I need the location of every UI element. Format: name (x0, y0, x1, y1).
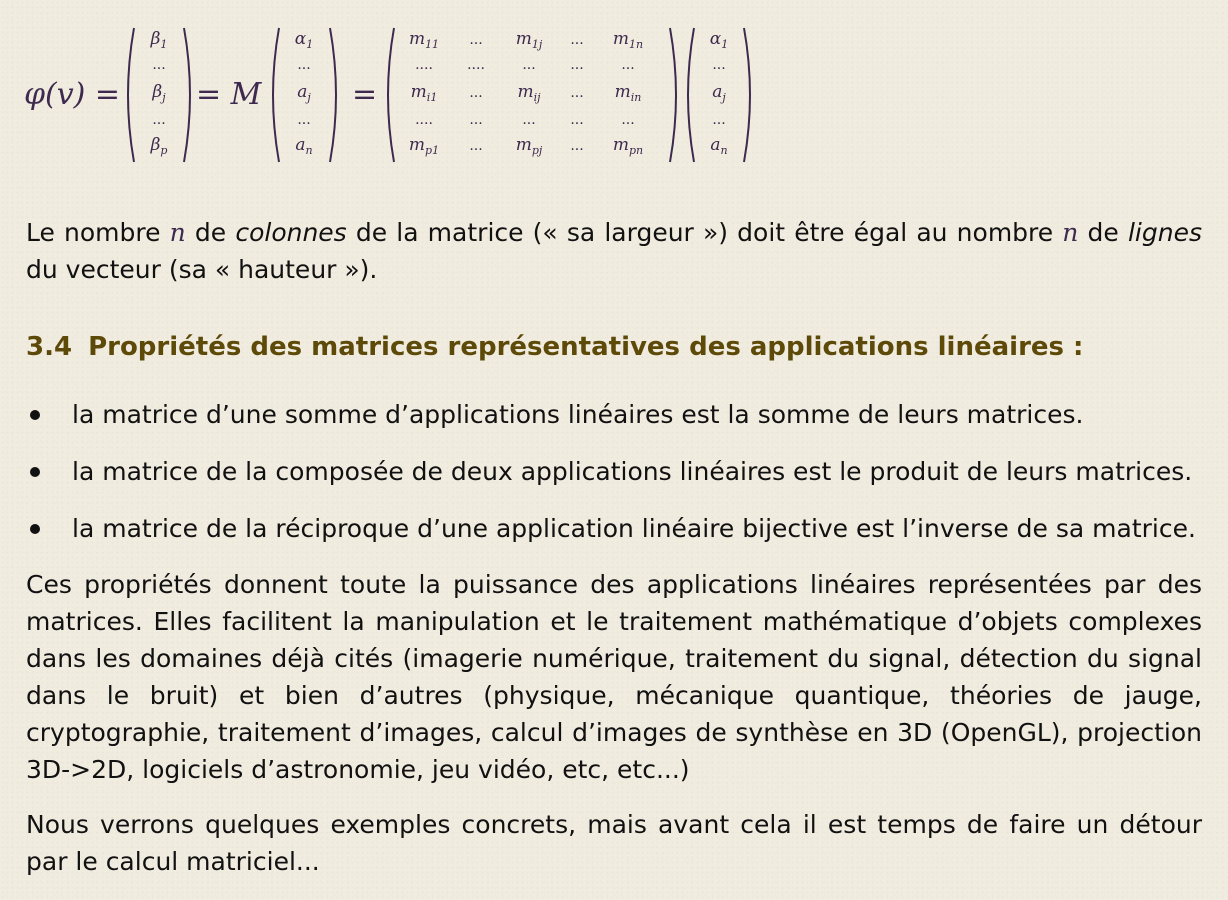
paragraph-dimensions (26, 214, 1202, 288)
matrix-entry-0-0: $m_{11}$ (408, 29, 440, 51)
paren-right-alpha-2 (744, 28, 750, 162)
paren-right-beta (184, 28, 190, 162)
paren-left-matrix (388, 28, 394, 162)
equals-m: = M (196, 77, 262, 112)
matrix-entry-1-0: .... (415, 57, 433, 73)
matrix-entry-0-2: $m_{1j}$ (515, 29, 543, 51)
para1-text-4: de (1078, 218, 1128, 247)
alpha2-entry-3: ... (712, 112, 726, 128)
paragraph-properties: Ces propriétés donnent toute la puissance des applications linéaires représentées par des matrices. Elles facilitent la manipulation et le traitement mathématique d’objets complexes dans les domaines déjà cités (imagerie numérique, traitement du signal, détection du signal dans le bruit) et bien d’autres (physique, mécanique quantique, théories de jauge, cryptographie, traitement d’images, calcul d’images de synthèse en 3D (OpenGL), projection 3D->2D, logiciels d’astronomie, jeu vidéo, etc, etc...) (26, 570, 1202, 784)
matrix-entry-4-4: $m_{pn}$ (612, 135, 644, 157)
section-heading (26, 332, 1202, 362)
matrix-entry-4-2: $m_{pj}$ (515, 135, 543, 157)
alpha-entry-2: $a_j$ (297, 82, 311, 104)
list-item: la matrice d’une somme d’applications linéaires est la somme de leurs matrices. (26, 396, 1206, 433)
matrix-entry-1-1: .... (467, 57, 485, 73)
beta-entry-0: $\beta_1$ (150, 29, 168, 51)
matrix-entry-2-2: $m_{ij}$ (517, 82, 541, 104)
matrix-entry-4-3: ... (570, 138, 584, 154)
matrix-entry-1-3: ... (570, 57, 584, 73)
matrix-entry-3-4: ... (621, 112, 635, 128)
alpha2-entry-2: $a_j$ (712, 82, 726, 104)
list-item: la matrice de la composée de deux applications linéaires est le produit de leurs matrices. (26, 453, 1206, 490)
alpha-entry-4: $a_n$ (295, 135, 313, 157)
section-title: Propriétés des matrices représentatives des applications linéaires : (88, 332, 1084, 362)
matrix-entry-0-4: $m_{1n}$ (612, 29, 644, 51)
equation-svg (24, 22, 784, 172)
matrix-equation (24, 22, 784, 172)
matrix-entry-3-0: .... (415, 112, 433, 128)
list-item: la matrice de la réciproque d’une application linéaire bijective est l’inverse de sa matrice. (26, 510, 1206, 547)
para1-emphasis-lignes: lignes (1127, 218, 1202, 247)
alpha-entry-0: $\alpha_1$ (294, 29, 314, 51)
properties-list (26, 396, 1206, 567)
equation-lhs: φ(v) = (24, 77, 121, 112)
beta-entry-4: $\beta_p$ (150, 135, 168, 157)
matrix-entry-0-1: ... (469, 32, 483, 48)
alpha2-entry-1: ... (712, 57, 726, 73)
matrix-entry-1-2: ... (522, 57, 536, 73)
paren-left-alpha (273, 28, 279, 162)
paren-left-alpha-2 (688, 28, 694, 162)
matrix-entry-2-4: $m_{in}$ (614, 82, 642, 104)
section-number: 3.4 (26, 332, 73, 362)
matrix-entry-1-4: ... (621, 57, 635, 73)
matrix-entry-4-1: ... (469, 138, 483, 154)
matrix-entry-3-3: ... (570, 112, 584, 128)
alpha2-entry-0: $\alpha_1$ (709, 29, 729, 51)
beta-entry-2: $\beta_j$ (152, 82, 166, 104)
beta-entry-3: ... (152, 112, 166, 128)
para1-text-1: Le nombre (26, 218, 170, 247)
beta-entry-1: ... (152, 57, 166, 73)
alpha2-entry-4: $a_n$ (710, 135, 728, 157)
para1-variable-n-2: n (1062, 218, 1079, 247)
para1-emphasis-colonnes: colonnes (235, 218, 347, 247)
equals-sign: = (352, 77, 378, 112)
alpha-entry-3: ... (297, 112, 311, 128)
matrix-entry-0-3: ... (570, 32, 584, 48)
paren-left-beta (128, 28, 134, 162)
matrix-entry-3-2: ... (522, 112, 536, 128)
para1-text-5: du vecteur (sa « hauteur »). (26, 255, 378, 284)
paragraph-conclusion: Nous verrons quelques exemples concrets, mais avant cela il est temps de faire un détour par le calcul matriciel... (26, 810, 1202, 876)
para1-text-2: de (185, 218, 236, 247)
matrix-entry-3-1: ... (469, 112, 483, 128)
alpha-entry-1: ... (297, 57, 311, 73)
matrix-entry-2-1: ... (469, 85, 483, 101)
matrix-entry-2-0: $m_{i1}$ (410, 82, 438, 104)
matrix-entry-2-3: ... (570, 85, 584, 101)
para1-text-3: de la matrice (« sa largeur ») doit être égal au nombre (346, 218, 1063, 247)
paren-right-alpha (330, 28, 336, 162)
paren-right-matrix (670, 28, 676, 162)
para1-variable-n: n (169, 218, 186, 247)
matrix-entry-4-0: $m_{p1}$ (408, 135, 440, 157)
